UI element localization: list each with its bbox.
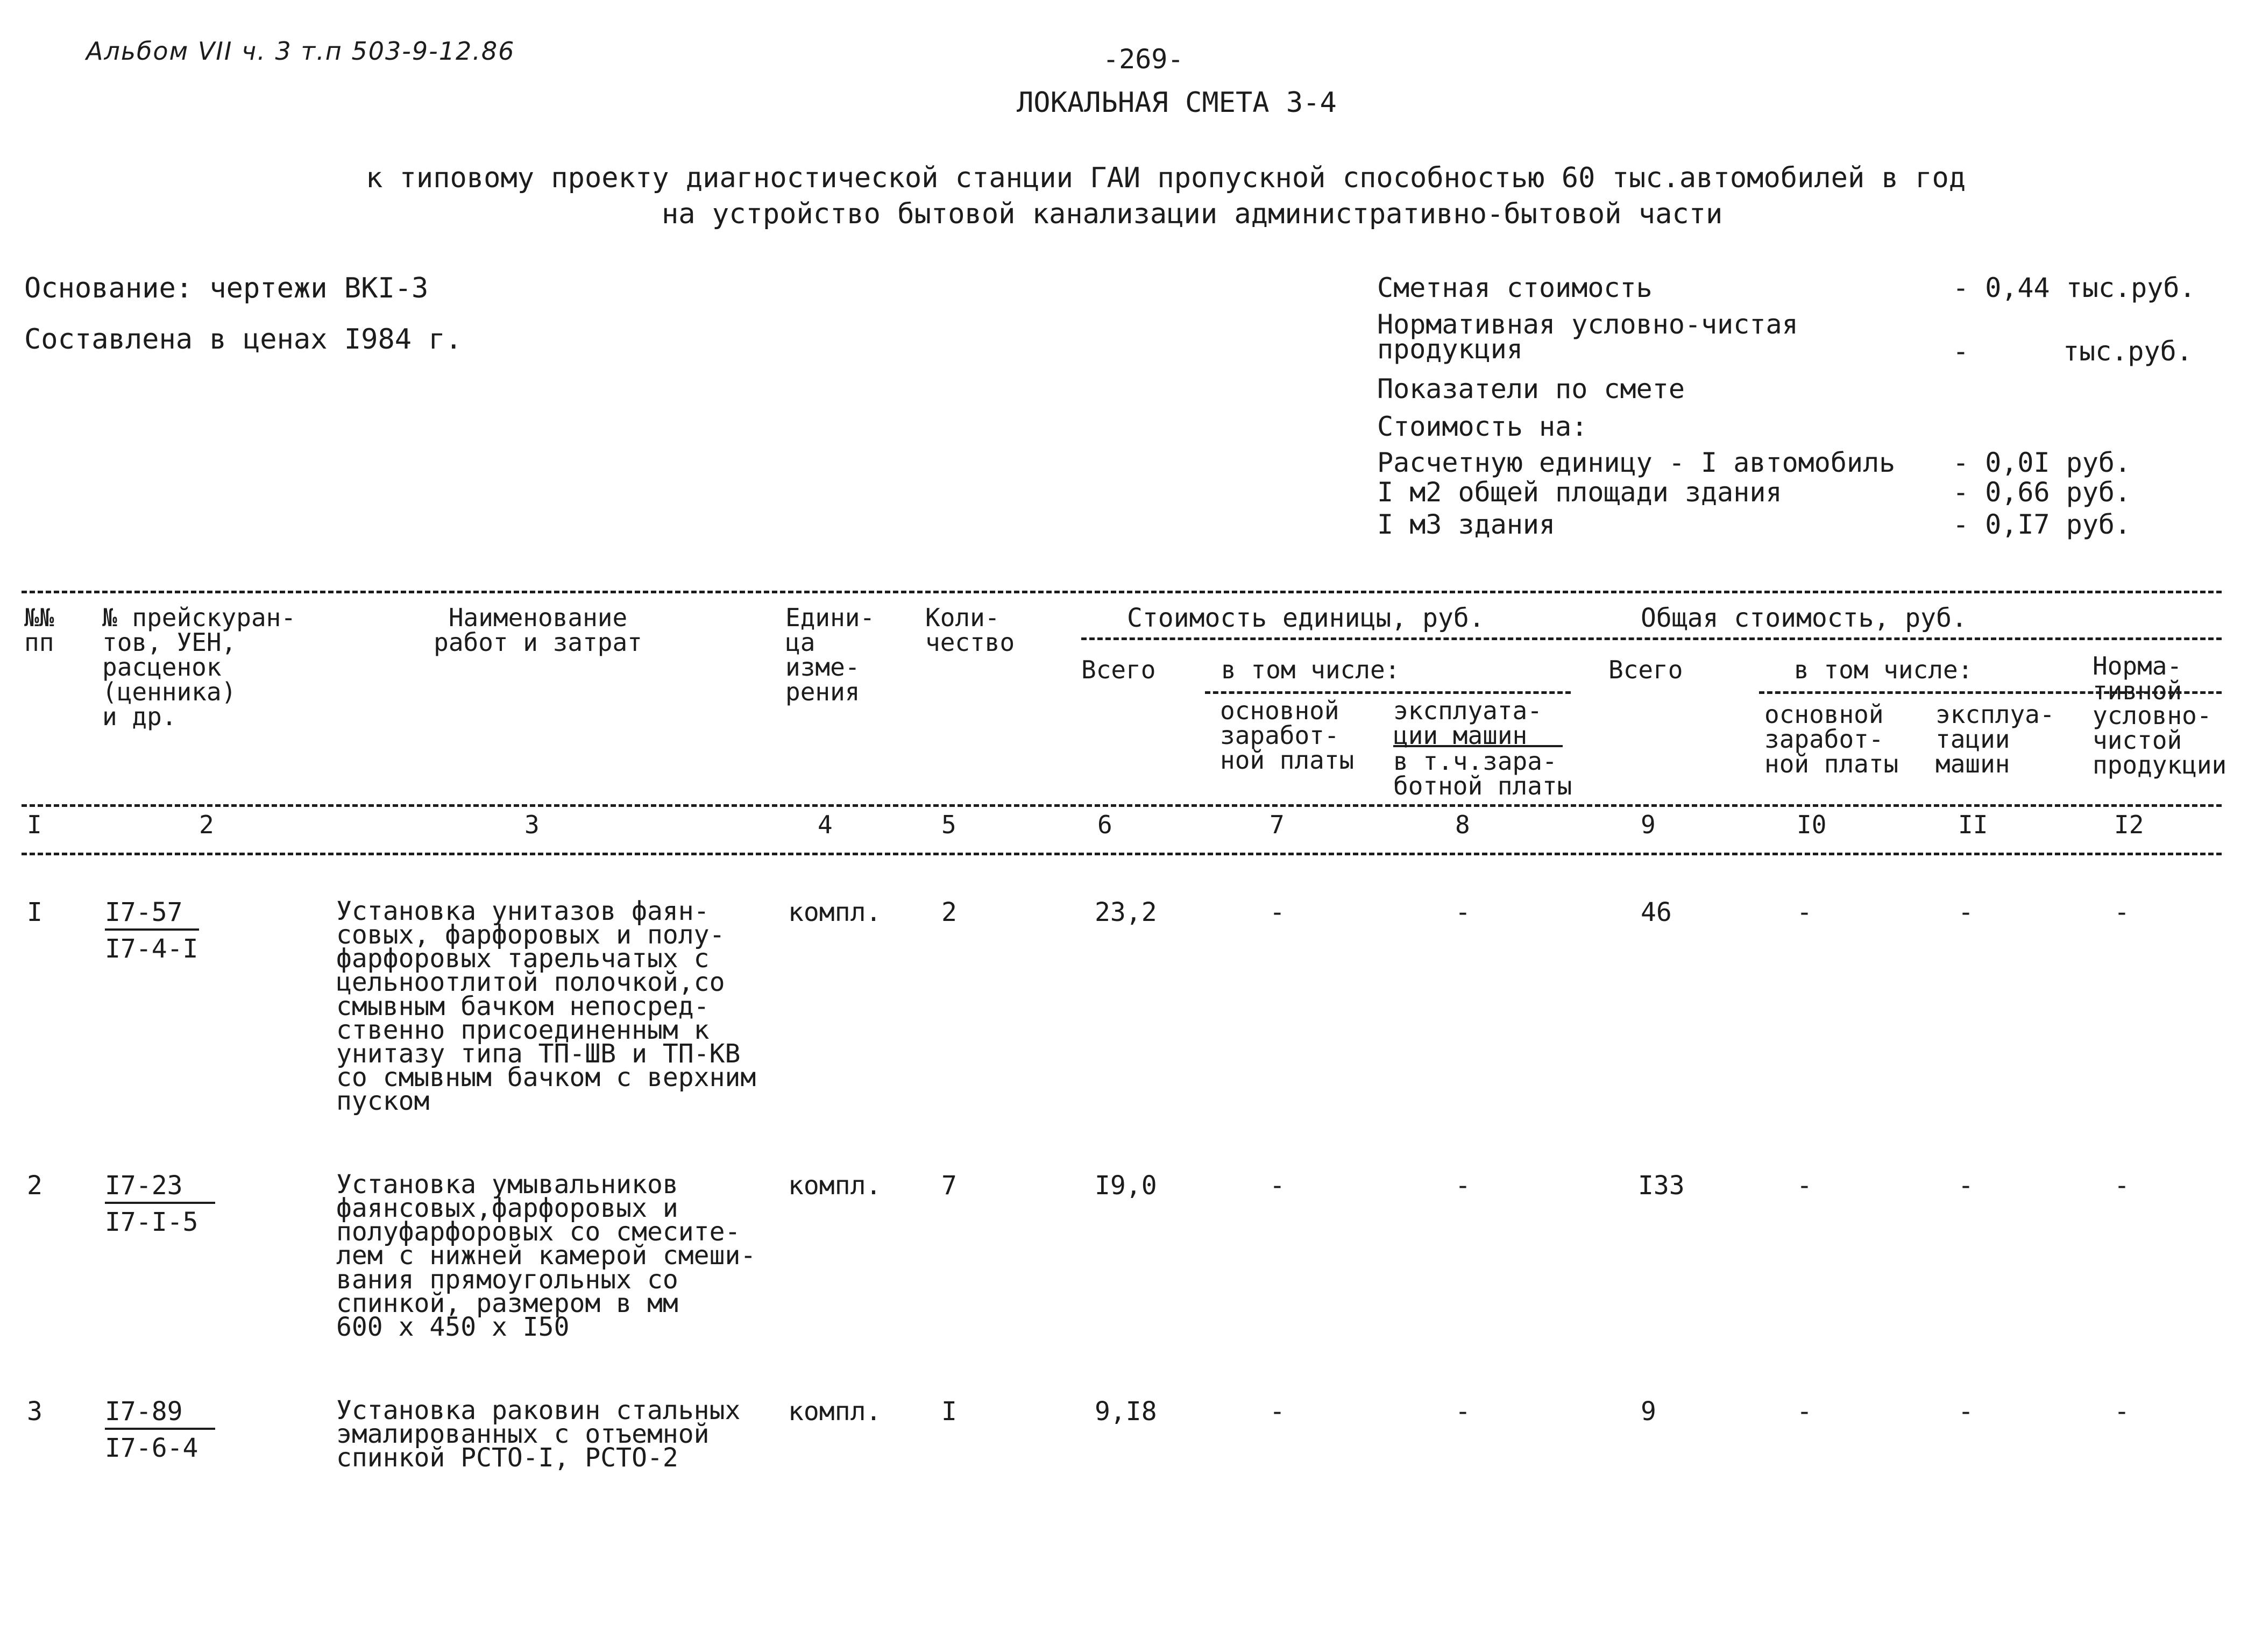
col-number-8: 8 — [1455, 810, 1470, 839]
code-fraction-line — [105, 1202, 215, 1204]
row-work-name: Установка умывальников фаянсовых,фарфоровых и полуфарфоровых со смесите- лем с нижней камерой смеши- вания прямоугольных со спинкой, размером в мм 600 х 450 х I50 — [336, 1169, 756, 1342]
summary-norm-dash: - — [1953, 336, 1969, 367]
col-number-5: 5 — [941, 810, 956, 839]
row-total-cost: 46 — [1641, 897, 1672, 927]
cost-group-rule — [1081, 637, 2222, 640]
handwritten-reference: Альбом VII ч. 3 т.п 503-9-12.86 — [86, 37, 515, 66]
row-work-name: Установка унитазов фаян- совых, фарфоровых и полу- фарфоровых тарельчатых с цельноотлитой полочкой,со смывным бачком непосред- ственно присоединенным к унитазу типа ТП-ШВ и ТП-КВ со смывным бачком с верхним пуском — [336, 896, 756, 1117]
summary-cost-label: Сметная стоимость — [1377, 272, 1653, 303]
summary-norm-label: Нормативная условно-чистая продукция — [1377, 309, 1798, 365]
col-header-machine-op: эксплуата- ции машин — [1393, 696, 1542, 750]
col-header-code: № прейскуран- тов, УЕН, расценок (ценника) и др. — [102, 603, 296, 731]
row-unit-machine-op: - — [1455, 1171, 1471, 1201]
row-qty: I — [941, 1396, 957, 1427]
page-number: -269- — [1103, 44, 1184, 75]
row-total-basic-wage: - — [1797, 897, 1812, 927]
row-unit: компл. — [788, 1171, 882, 1201]
col-header-total-incl: в том числе: — [1794, 655, 1973, 684]
col-number-2: 2 — [199, 810, 214, 839]
row-unit: компл. — [788, 1396, 882, 1427]
unit-cost-incl-rule — [1205, 691, 1571, 694]
code-fraction-line — [105, 928, 199, 931]
row-unit-machine-op: - — [1455, 897, 1471, 927]
summary-m2-value: - 0,66 руб. — [1953, 477, 2131, 508]
col-number-4: 4 — [818, 810, 833, 839]
col-header-unit: Едини- ца изме- рения — [785, 603, 875, 706]
column-number-rule — [22, 853, 2222, 855]
code-fraction-line — [105, 1428, 215, 1430]
col-header-num: №№ пп — [24, 603, 54, 657]
row-total-machine-op: - — [1958, 897, 1974, 927]
col-number-11: II — [1958, 810, 1988, 839]
col-header-total-all: Всего — [1608, 655, 1683, 684]
col-number-10: I0 — [1797, 810, 1827, 839]
row-total-machine-op: - — [1958, 1396, 1974, 1427]
subtitle-line-1: к типовому проекту диагностической станции ГАИ пропускной способностью 60 тыс.автомобилей в год — [366, 162, 1966, 194]
row-qty: 2 — [941, 897, 957, 927]
row-code-top: I7-57 — [105, 897, 183, 927]
subtitle-line-2: на устройство бытовой канализации административно-бытовой части — [662, 198, 1723, 230]
row-total-cost: 9 — [1641, 1396, 1656, 1427]
col-number-9: 9 — [1641, 810, 1656, 839]
row-code-bottom: I7-6-4 — [105, 1433, 198, 1463]
row-unit: компл. — [788, 897, 882, 927]
row-normative: - — [2114, 1396, 2130, 1427]
col-number-7: 7 — [1270, 810, 1285, 839]
col-header-machine-wage: в т.ч.зара- ботной платы — [1393, 747, 1572, 800]
summary-indicators-label: Показатели по смете — [1377, 373, 1685, 405]
row-number: 3 — [27, 1396, 42, 1427]
col-header-unit-cost: Стоимость единицы, руб. — [1127, 603, 1485, 633]
row-unit-cost-total: 9,I8 — [1095, 1396, 1157, 1427]
col-header-total-cost: Общая стоимость, руб. — [1641, 603, 1967, 633]
row-code-bottom: I7-4-I — [105, 934, 198, 964]
summary-unit-label: Расчетную единицу - I автомобиль — [1377, 447, 1896, 478]
basis-text: Основание: чертежи ВКI-3 — [24, 272, 429, 304]
summary-unit-value: - 0,0I руб. — [1953, 447, 2131, 478]
col-number-3: 3 — [524, 810, 540, 839]
col-header-qty: Коли- чество — [925, 603, 1015, 657]
col-number-1: I — [27, 810, 42, 839]
row-unit-basic-wage: - — [1270, 1171, 1285, 1201]
summary-m3-label: I м3 здания — [1377, 509, 1556, 540]
col-header-unit-incl: в том числе: — [1221, 655, 1400, 684]
row-unit-basic-wage: - — [1270, 1396, 1285, 1427]
row-work-name: Установка раковин стальных эмалированных с отъемной спинкой РСТО-I, РСТО-2 — [336, 1395, 741, 1473]
col-header-normative: Норма- тивной условно- чистой продукции — [2093, 651, 2227, 779]
row-total-machine-op: - — [1958, 1171, 1974, 1201]
summary-cost-per-label: Стоимость на: — [1377, 411, 1588, 442]
row-code-top: I7-23 — [105, 1171, 183, 1201]
row-total-basic-wage: - — [1797, 1396, 1812, 1427]
col-header-unit-total: Всего — [1081, 655, 1156, 684]
row-total-cost: I33 — [1638, 1171, 1685, 1201]
summary-norm-unit: тыс.руб. — [2063, 336, 2193, 367]
row-total-basic-wage: - — [1797, 1171, 1812, 1201]
col-header-name: Наименование работ и затрат — [434, 603, 642, 657]
row-unit-basic-wage: - — [1270, 897, 1285, 927]
document-title: ЛОКАЛЬНАЯ СМЕТА 3-4 — [1017, 87, 1337, 119]
col-number-12: I2 — [2114, 810, 2144, 839]
summary-m2-label: I м2 общей площади здания — [1377, 477, 1782, 508]
table-top-rule — [22, 591, 2222, 593]
summary-m3-value: - 0,I7 руб. — [1953, 509, 2131, 540]
row-number: 2 — [27, 1171, 42, 1201]
col-number-6: 6 — [1097, 810, 1112, 839]
row-number: I — [27, 897, 42, 927]
prices-year-text: Составлена в ценах I984 г. — [24, 323, 462, 356]
header-bottom-rule — [22, 804, 2222, 807]
row-qty: 7 — [941, 1171, 957, 1201]
row-unit-cost-total: I9,0 — [1095, 1171, 1157, 1201]
col-header-machine-op-total: эксплуа- тации машин — [1935, 700, 2055, 778]
row-code-bottom: I7-I-5 — [105, 1207, 198, 1237]
summary-cost-value: - 0,44 тыс.руб. — [1953, 272, 2196, 303]
row-code-top: I7-89 — [105, 1396, 183, 1427]
col-header-basic-wage-total: основной заработ- ной платы — [1764, 700, 1899, 778]
row-unit-machine-op: - — [1455, 1396, 1471, 1427]
row-normative: - — [2114, 1171, 2130, 1201]
col-header-basic-wage: основной заработ- ной платы — [1220, 696, 1355, 775]
row-normative: - — [2114, 897, 2130, 927]
row-unit-cost-total: 23,2 — [1095, 897, 1157, 927]
